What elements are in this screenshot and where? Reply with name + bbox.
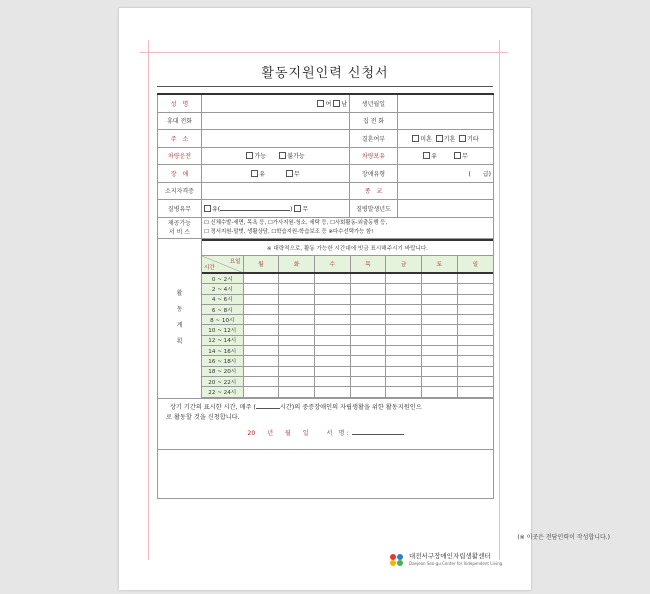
schedule-cell[interactable] bbox=[457, 294, 493, 304]
center-name: 대전서구장애인자립생활센터 bbox=[409, 552, 491, 560]
day-header: 금 bbox=[386, 255, 422, 273]
other-checkbox[interactable] bbox=[459, 135, 466, 142]
schedule-row bbox=[202, 387, 493, 397]
cert-field[interactable] bbox=[202, 182, 350, 200]
schedule-row bbox=[202, 294, 493, 304]
disability-label: 장 애 bbox=[158, 165, 202, 183]
schedule-cell[interactable] bbox=[314, 387, 350, 397]
schedule-row bbox=[202, 325, 493, 335]
schedule-cell[interactable] bbox=[457, 273, 493, 284]
illness-year-label: 질병발생년도 bbox=[350, 200, 398, 218]
row-cert bbox=[158, 182, 494, 200]
schedule-cell[interactable] bbox=[279, 376, 315, 386]
schedule-cell[interactable] bbox=[350, 366, 386, 376]
time-slot-label: 12 ~ 14시 bbox=[202, 335, 243, 345]
time-slot-label: 22 ~ 24시 bbox=[202, 387, 243, 397]
plan-grid-cell bbox=[202, 238, 494, 398]
schedule-cell[interactable] bbox=[422, 376, 458, 386]
illness-detail-field[interactable] bbox=[220, 210, 290, 211]
schedule-cell[interactable] bbox=[422, 304, 458, 314]
schedule-cell[interactable] bbox=[243, 335, 279, 345]
schedule-cell[interactable] bbox=[279, 315, 315, 325]
plan-label: 활 동 계 획 bbox=[158, 238, 202, 398]
schedule-cell[interactable] bbox=[457, 346, 493, 356]
schedule-row bbox=[202, 315, 493, 325]
schedule-cell[interactable] bbox=[243, 356, 279, 366]
day-header: 일 bbox=[457, 255, 493, 273]
schedule-cell[interactable] bbox=[422, 273, 458, 284]
day-header: 토 bbox=[422, 255, 458, 273]
schedule-cell[interactable] bbox=[386, 315, 422, 325]
schedule-cell[interactable] bbox=[279, 284, 315, 294]
time-slot-label: 18 ~ 20시 bbox=[202, 366, 243, 376]
day-header: 목 bbox=[350, 255, 386, 273]
car-no-checkbox[interactable] bbox=[454, 152, 461, 159]
schedule-cell[interactable] bbox=[279, 304, 315, 314]
schedule-cell[interactable] bbox=[386, 376, 422, 386]
car-label: 차량보유 bbox=[350, 147, 398, 165]
schedule-cell[interactable] bbox=[350, 273, 386, 284]
religion-label: 종 교 bbox=[350, 182, 398, 200]
schedule-cell[interactable] bbox=[314, 376, 350, 386]
schedule-cell[interactable] bbox=[243, 366, 279, 376]
schedule-cell[interactable] bbox=[457, 335, 493, 345]
schedule-cell[interactable] bbox=[422, 387, 458, 397]
car-yes-checkbox[interactable] bbox=[423, 152, 430, 159]
schedule-cell[interactable] bbox=[457, 284, 493, 294]
schedule-cell[interactable] bbox=[457, 366, 493, 376]
name-label: 성 명 bbox=[158, 94, 202, 112]
disability-options: 유 무 bbox=[202, 165, 350, 183]
schedule-cell[interactable] bbox=[386, 387, 422, 397]
schedule-cell[interactable] bbox=[243, 284, 279, 294]
schedule-cell[interactable] bbox=[350, 387, 386, 397]
schedule-cell[interactable] bbox=[314, 356, 350, 366]
staff-note: (※ 이곳은 전담인력이 작성합니다.) bbox=[517, 534, 610, 541]
row-driving bbox=[158, 147, 494, 165]
drive-yes-checkbox[interactable] bbox=[246, 152, 253, 159]
schedule-cell[interactable] bbox=[422, 335, 458, 345]
schedule-cell[interactable] bbox=[350, 284, 386, 294]
schedule-cell[interactable] bbox=[243, 294, 279, 304]
schedule-cell[interactable] bbox=[422, 284, 458, 294]
driving-label: 차량운전 bbox=[158, 147, 202, 165]
schedule-cell[interactable] bbox=[243, 325, 279, 335]
schedule-cell[interactable] bbox=[422, 294, 458, 304]
schedule-cell[interactable] bbox=[314, 304, 350, 314]
schedule-cell[interactable] bbox=[350, 315, 386, 325]
row-staff bbox=[158, 449, 494, 498]
schedule-row bbox=[202, 346, 493, 356]
schedule-cell[interactable] bbox=[457, 304, 493, 314]
schedule-cell[interactable] bbox=[350, 356, 386, 366]
schedule-cell[interactable] bbox=[279, 356, 315, 366]
time-slot-label: 10 ~ 12시 bbox=[202, 325, 243, 335]
schedule-cell[interactable] bbox=[243, 273, 279, 284]
schedule-cell[interactable] bbox=[386, 325, 422, 335]
schedule-cell[interactable] bbox=[422, 356, 458, 366]
schedule-cell[interactable] bbox=[422, 315, 458, 325]
center-logo-icon bbox=[388, 553, 406, 567]
schedule-cell[interactable] bbox=[386, 346, 422, 356]
schedule-cell[interactable] bbox=[314, 273, 350, 284]
schedule-cell[interactable] bbox=[386, 304, 422, 314]
schedule-header-row bbox=[202, 255, 493, 273]
center-name-english: Daejeon Seo-gu Center for Independent Living bbox=[409, 561, 503, 566]
home-phone-label: 집 전 화 bbox=[350, 112, 398, 130]
illness-options: 유( ) 무 bbox=[202, 200, 350, 218]
address-label: 주 소 bbox=[158, 130, 202, 148]
schedule-cell[interactable] bbox=[457, 325, 493, 335]
schedule-cell[interactable] bbox=[243, 315, 279, 325]
schedule-cell[interactable] bbox=[386, 273, 422, 284]
service-label: 제공가능 서 비 스 bbox=[158, 217, 202, 238]
service-options[interactable] bbox=[202, 217, 494, 238]
schedule-cell[interactable] bbox=[243, 376, 279, 386]
time-slot-label: 0 ~ 2시 bbox=[202, 273, 243, 284]
service-line-1: ☐ 신체수발-세면, 목욕 등, ☐가사지원-청소, 세탁 등, ☐사회활동-외출동행 등, bbox=[204, 219, 388, 226]
illness-no-checkbox[interactable] bbox=[294, 205, 301, 212]
disability-no-checkbox[interactable] bbox=[286, 170, 293, 177]
cert-label: 소지자격증 bbox=[158, 182, 202, 200]
schedule-row bbox=[202, 335, 493, 345]
schedule-cell[interactable] bbox=[314, 335, 350, 345]
row-disability bbox=[158, 165, 494, 183]
birth-label: 생년월일 bbox=[350, 94, 398, 112]
birth-field[interactable] bbox=[398, 94, 494, 112]
time-slot-label: 8 ~ 10시 bbox=[202, 315, 243, 325]
row-illness bbox=[158, 200, 494, 218]
schedule-cell[interactable] bbox=[386, 356, 422, 366]
schedule-row bbox=[202, 356, 493, 366]
schedule-cell[interactable] bbox=[314, 315, 350, 325]
date-sign-line: 20 년 월 일 서 명 : bbox=[166, 429, 485, 439]
plan-note: ※ 대략적으로, 활동 가능한 시간대에 빗금 표시해주시기 바랍니다. bbox=[202, 240, 493, 256]
schedule-cell[interactable] bbox=[243, 346, 279, 356]
drive-no-checkbox[interactable] bbox=[279, 152, 286, 159]
disability-type-label: 장애유형 bbox=[350, 165, 398, 183]
guide-line-right bbox=[499, 40, 500, 560]
car-options: 유 무 bbox=[398, 147, 494, 165]
home-phone-field[interactable] bbox=[398, 112, 494, 130]
schedule-row bbox=[202, 366, 493, 376]
schedule-cell[interactable] bbox=[243, 387, 279, 397]
schedule-cell[interactable] bbox=[457, 376, 493, 386]
schedule-cell[interactable] bbox=[350, 335, 386, 345]
schedule-row bbox=[202, 304, 493, 314]
schedule-cell[interactable] bbox=[350, 376, 386, 386]
schedule-cell[interactable] bbox=[314, 294, 350, 304]
row-plan bbox=[158, 238, 494, 398]
day-header: 화 bbox=[279, 255, 315, 273]
married-checkbox[interactable] bbox=[436, 135, 443, 142]
schedule-cell[interactable] bbox=[350, 294, 386, 304]
day-header: 월 bbox=[243, 255, 279, 273]
service-line-2: ☐ 정서지원-말벗, 생활상담, ☐학습지원-학습보조 등 ※다수선택가능 함! bbox=[204, 228, 374, 235]
illness-yes-checkbox[interactable] bbox=[204, 205, 211, 212]
disability-grade-field[interactable]: ( 급) bbox=[398, 165, 494, 183]
pledge-text: 상기 기간의 표시한 시간, 매주 ( 시간)의 중증장애인의 자립생활을 위한 활동지원인으 로 활동할 것을 신청합니다. 20 년 월 일 서 명 : bbox=[158, 398, 494, 449]
schedule-cell[interactable] bbox=[279, 366, 315, 376]
schedule-cell[interactable] bbox=[386, 284, 422, 294]
schedule-cell[interactable] bbox=[279, 273, 315, 284]
schedule-table bbox=[202, 239, 493, 398]
schedule-cell[interactable] bbox=[386, 335, 422, 345]
weekly-hours-field[interactable] bbox=[256, 408, 280, 409]
schedule-cell[interactable] bbox=[279, 346, 315, 356]
time-slot-label: 14 ~ 16시 bbox=[202, 346, 243, 356]
schedule-cell[interactable] bbox=[386, 366, 422, 376]
time-slot-label: 6 ~ 8시 bbox=[202, 304, 243, 314]
schedule-cell[interactable] bbox=[386, 294, 422, 304]
schedule-cell[interactable] bbox=[279, 335, 315, 345]
schedule-row bbox=[202, 284, 493, 294]
marital-label: 결혼여부 bbox=[350, 130, 398, 148]
driving-options: 가능 불가능 bbox=[202, 147, 350, 165]
schedule-cell[interactable] bbox=[314, 346, 350, 356]
signature-field[interactable] bbox=[352, 434, 404, 435]
row-service bbox=[158, 217, 494, 238]
illness-year-field[interactable] bbox=[398, 200, 494, 218]
single-checkbox[interactable] bbox=[412, 135, 419, 142]
mobile-field[interactable] bbox=[202, 112, 350, 130]
schedule-cell[interactable] bbox=[350, 325, 386, 335]
row-phone bbox=[158, 112, 494, 130]
schedule-cell[interactable] bbox=[422, 325, 458, 335]
schedule-cell[interactable] bbox=[457, 356, 493, 366]
form-title: 활동지원인력 신청서 bbox=[261, 66, 389, 81]
row-address bbox=[158, 130, 494, 148]
address-field[interactable] bbox=[202, 130, 350, 148]
application-form bbox=[157, 93, 494, 499]
marital-options: 미혼 기혼 기타 bbox=[398, 130, 494, 148]
schedule-cell[interactable] bbox=[422, 366, 458, 376]
schedule-cell[interactable] bbox=[279, 294, 315, 304]
schedule-cell[interactable] bbox=[314, 325, 350, 335]
row-name bbox=[158, 94, 494, 112]
center-logo bbox=[388, 552, 502, 568]
time-slot-label: 20 ~ 22시 bbox=[202, 376, 243, 386]
schedule-cell[interactable] bbox=[350, 346, 386, 356]
female-checkbox[interactable] bbox=[317, 100, 324, 107]
illness-label: 질병유무 bbox=[158, 200, 202, 218]
staff-area[interactable] bbox=[158, 449, 494, 498]
row-pledge bbox=[158, 398, 494, 449]
time-slot-label: 2 ~ 4시 bbox=[202, 284, 243, 294]
schedule-cell[interactable] bbox=[243, 304, 279, 314]
day-time-header: 요일 시간 bbox=[202, 255, 243, 273]
schedule-cell[interactable] bbox=[314, 366, 350, 376]
schedule-row bbox=[202, 273, 493, 284]
schedule-cell[interactable] bbox=[279, 387, 315, 397]
schedule-cell[interactable] bbox=[457, 387, 493, 397]
schedule-cell[interactable] bbox=[350, 304, 386, 314]
religion-field[interactable] bbox=[398, 182, 494, 200]
schedule-cell[interactable] bbox=[279, 325, 315, 335]
day-header: 수 bbox=[314, 255, 350, 273]
schedule-cell[interactable] bbox=[314, 284, 350, 294]
schedule-body bbox=[202, 273, 493, 397]
schedule-cell[interactable] bbox=[457, 315, 493, 325]
guide-line-left bbox=[148, 40, 149, 560]
time-slot-label: 16 ~ 18시 bbox=[202, 356, 243, 366]
disability-yes-checkbox[interactable] bbox=[251, 170, 258, 177]
schedule-cell[interactable] bbox=[422, 346, 458, 356]
schedule-row bbox=[202, 376, 493, 386]
guide-line-top bbox=[140, 52, 508, 53]
mobile-label: 휴대 전화 bbox=[158, 112, 202, 130]
name-field[interactable]: 여 남 bbox=[202, 94, 350, 112]
title-rule bbox=[157, 86, 493, 87]
male-checkbox[interactable] bbox=[333, 100, 340, 107]
time-slot-label: 4 ~ 6시 bbox=[202, 294, 243, 304]
